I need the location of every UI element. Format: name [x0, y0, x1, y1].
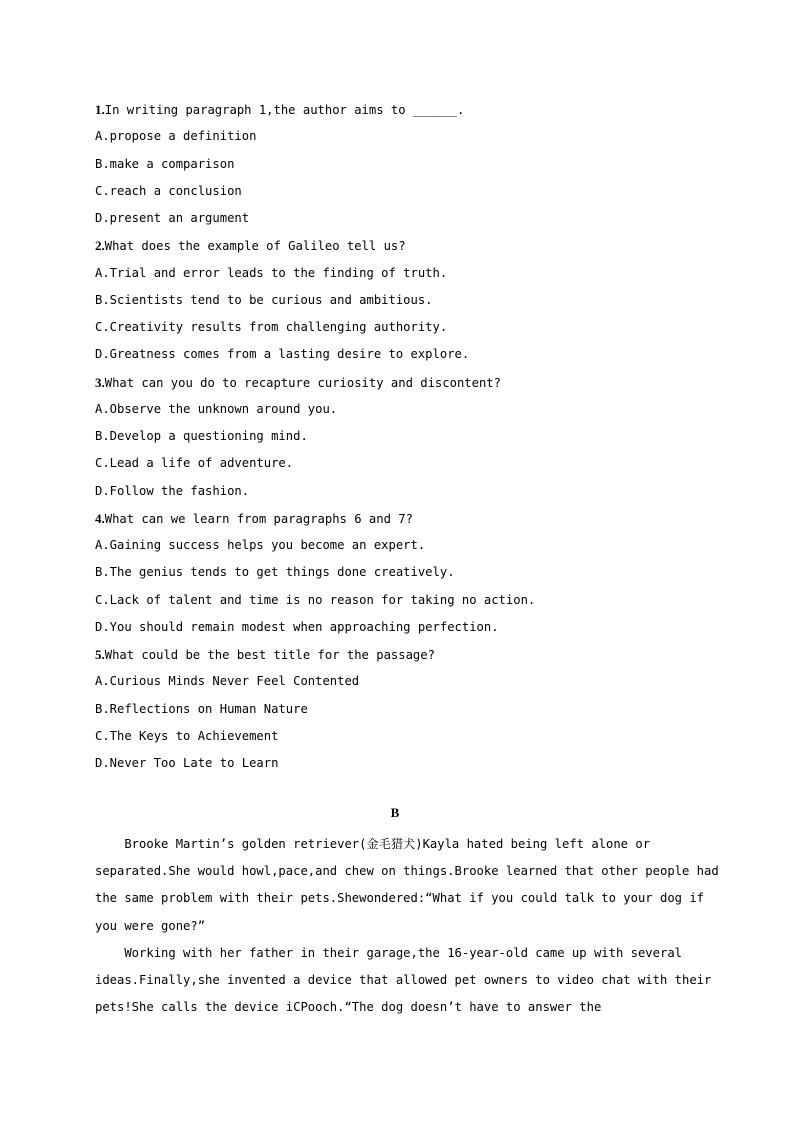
option-b: B.Reflections on Human Nature — [95, 701, 308, 716]
question-text: What can we learn from paragraphs 6 and 7? — [104, 511, 413, 526]
question-text: In writing paragraph 1,the author aims to ______. — [104, 103, 465, 117]
question-number: 1. — [95, 102, 105, 117]
option-a: A.Curious Minds Never Feel Contented — [95, 674, 360, 689]
passage-line: you were gone?” — [95, 918, 206, 933]
section-b — [95, 803, 719, 1021]
option-d: D.present an argument — [95, 211, 250, 225]
question-number: 2. — [95, 238, 105, 254]
option-b: B.make a comparison — [95, 156, 235, 171]
option-d: D.Follow the fashion. — [95, 483, 250, 498]
question-list — [95, 96, 715, 777]
option-b: B.The genius tends to get things done creatively. — [95, 565, 455, 580]
question-number: 5. — [95, 647, 105, 662]
question-stem — [95, 369, 715, 396]
question-text: What could be the best title for the passage? — [104, 648, 435, 662]
option-b: B.Develop a questioning mind. — [95, 429, 308, 443]
option-b: B.Scientists tend to be curious and ambitious. — [95, 292, 433, 307]
question-stem — [95, 505, 715, 532]
passage-line: the same problem with their pets.Shewondered:“What if you could talk to your dog if — [95, 891, 705, 906]
question-number: 3. — [95, 374, 105, 390]
option-c: C.Creativity results from challenging authority. — [95, 320, 448, 334]
option-a: A.Observe the unknown around you. — [95, 401, 338, 416]
option-d: D.You should remain modest when approaching perfection. — [95, 619, 499, 634]
option-a: A.Trial and error leads to the finding of truth. — [95, 265, 448, 280]
question-stem — [95, 96, 715, 123]
passage-line: ideas.Finally,she invented a device that allowed pet owners to video chat with their — [95, 973, 712, 988]
question-stem — [95, 641, 715, 668]
passage-line: pets!She calls the device iCPooch.“The dog doesn’t have to answer the — [95, 1000, 602, 1015]
option-d: D.Never Too Late to Learn — [95, 756, 279, 770]
option-c: C.The Keys to Achievement — [95, 728, 279, 743]
section-title: B — [390, 805, 400, 820]
passage-line: Working with her father in their garage,the 16-year-old came up with several — [95, 945, 682, 960]
question-stem — [95, 232, 715, 259]
passage-line: Brooke Martin’s golden retriever(金毛猎犬)Kayla hated being left alone or — [95, 837, 651, 851]
option-c: C.reach a conclusion — [95, 183, 242, 198]
question-text: What does the example of Galileo tell us? — [104, 239, 406, 254]
option-d: D.Greatness comes from a lasting desire to explore. — [95, 347, 470, 362]
question-text: What can you do to recapture curiosity and discontent? — [104, 375, 501, 390]
option-c: C.Lack of talent and time is no reason for taking no action. — [95, 592, 536, 607]
passage-line: separated.She would howl,pace,and chew on things.Brooke learned that other people had — [95, 864, 719, 879]
question-number: 4. — [95, 510, 105, 526]
option-c: C.Lead a life of adventure. — [95, 456, 294, 471]
option-a: A.Gaining success helps you become an expert. — [95, 538, 426, 552]
option-a: A.propose a definition — [95, 129, 257, 144]
